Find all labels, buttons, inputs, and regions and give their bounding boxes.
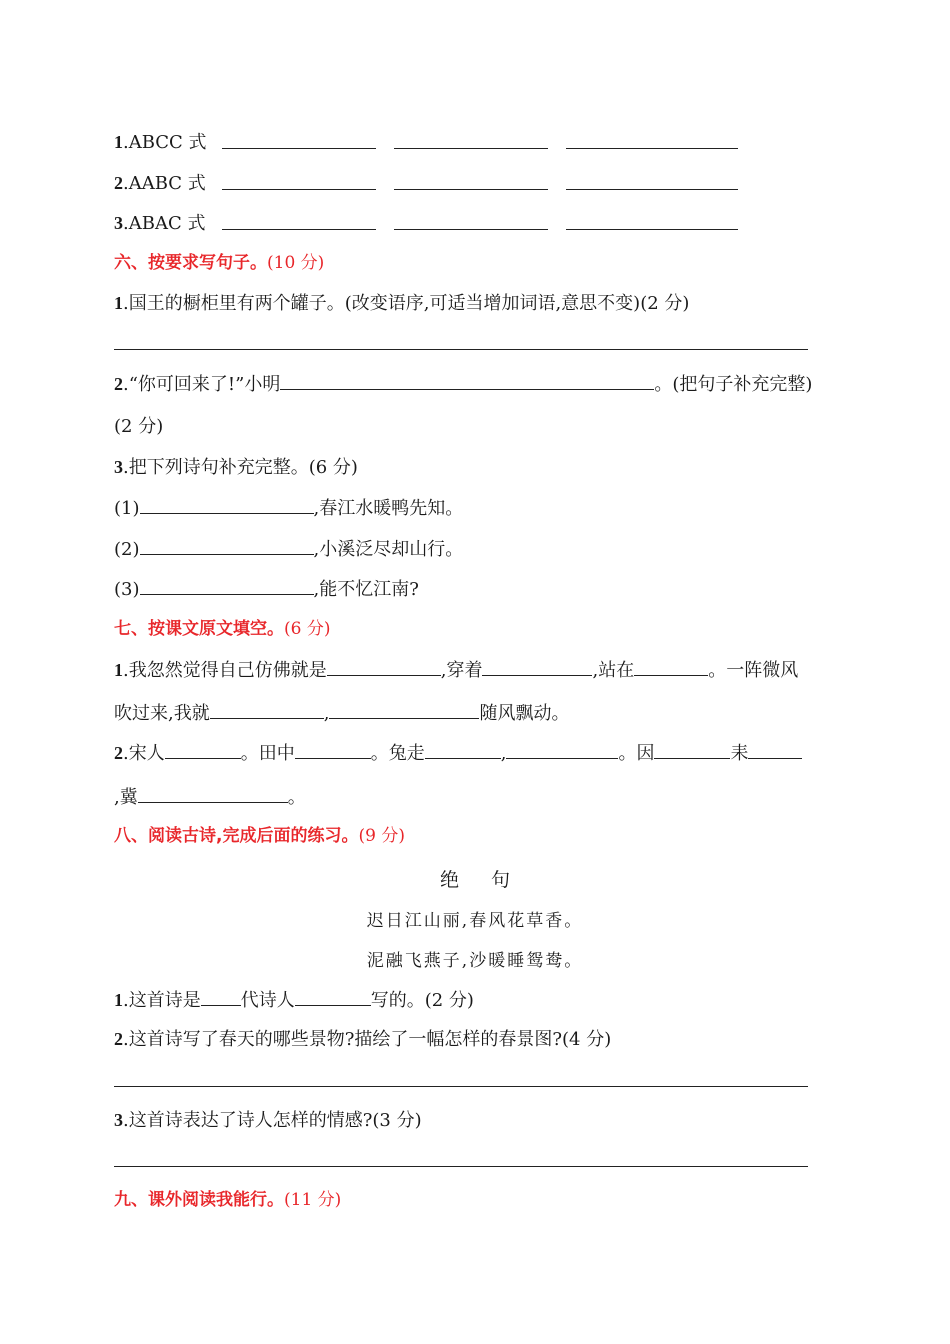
s6-q1: 1.国王的橱柜里有两个罐子。(改变语序,可适当增加词语,意思不变)(2 分) [114, 293, 690, 314]
poem-title: 绝 句 [439, 869, 511, 891]
aabc-row: 2.AABC 式 [114, 173, 206, 194]
poem-fill-1: (1) ,春江水暖鸭先知。 [114, 495, 463, 521]
s8-q2: 2.这首诗写了春天的哪些景物?描绘了一幅怎样的春景图?(4 分) [114, 1029, 612, 1050]
s7-q2-blank-5[interactable] [654, 740, 730, 759]
s6-q2-score: (2 分) [114, 416, 164, 437]
s8-q1-blank-poet[interactable] [295, 987, 371, 1006]
s7-q2-blank-3[interactable] [425, 740, 501, 759]
s8-q1: 1.这首诗是 代诗人 写的。(2 分) [114, 987, 474, 1013]
poem-line-1: 迟日江山丽,春风花草香。 [366, 911, 584, 931]
aabc-blank-1[interactable] [222, 189, 376, 190]
s7-q1-blank-2[interactable] [482, 657, 592, 676]
poem-line-2: 泥融飞燕子,沙暖睡鸳鸯。 [366, 951, 584, 971]
abac-blank-3[interactable] [566, 229, 738, 230]
s7-q1-line2: 吹过来,我就 , 随风飘动。 [114, 700, 569, 726]
abcc-row: 1.ABCC 式 [114, 132, 207, 153]
s7-q1-blank-4[interactable] [210, 700, 324, 719]
poem-fill-1-blank[interactable] [140, 495, 314, 514]
s8-q1-blank-dynasty[interactable] [201, 987, 241, 1006]
s8-q2-answer-line[interactable] [114, 1086, 808, 1087]
aabc-blank-3[interactable] [566, 189, 738, 190]
s7-q1-blank-1[interactable] [327, 657, 441, 676]
s7-q1-blank-3[interactable] [634, 657, 708, 676]
section-7-heading: 七、按课文原文填空。(6 分) [114, 619, 331, 639]
s7-q1-blank-5[interactable] [329, 700, 479, 719]
section-9-heading: 九、课外阅读我能行。(11 分) [114, 1190, 342, 1210]
section-8-heading: 八、阅读古诗,完成后面的练习。(9 分) [114, 826, 405, 846]
abac-blank-1[interactable] [222, 229, 376, 230]
abcc-blank-2[interactable] [394, 148, 548, 149]
s6-q3: 3.把下列诗句补充完整。(6 分) [114, 457, 358, 478]
s6-q2-blank[interactable] [280, 371, 654, 390]
s7-q2-blank-1[interactable] [165, 740, 241, 759]
aabc-blank-2[interactable] [394, 189, 548, 190]
s8-q3: 3.这首诗表达了诗人怎样的情感?(3 分) [114, 1110, 422, 1131]
s7-q2-line1: 2.宋人 。田中 。兔走 , 。因 耒 [114, 740, 802, 766]
poem-fill-2: (2) ,小溪泛尽却山行。 [114, 536, 463, 562]
s8-q3-answer-line[interactable] [114, 1166, 808, 1167]
s7-q2-line2: ,冀 。 [114, 784, 306, 810]
abac-row: 3.ABAC 式 [114, 213, 206, 234]
poem-fill-3-blank[interactable] [140, 576, 314, 595]
poem-fill-3: (3) ,能不忆江南? [114, 576, 419, 602]
poem-fill-2-blank[interactable] [140, 536, 314, 555]
s7-q2-blank-6[interactable] [748, 740, 802, 759]
section-6-heading: 六、按要求写句子。(10 分) [114, 253, 325, 273]
s6-q2: 2.“你可回来了!”小明 。(把句子补充完整) [114, 371, 812, 397]
abcc-blank-1[interactable] [222, 148, 376, 149]
abcc-blank-3[interactable] [566, 148, 738, 149]
s7-q2-blank-4[interactable] [506, 740, 618, 759]
s6-q1-answer-line[interactable] [114, 349, 808, 350]
s7-q2-blank-2[interactable] [295, 740, 371, 759]
s7-q2-blank-7[interactable] [138, 784, 288, 803]
s7-q1-line1: 1.我忽然觉得自己仿佛就是 ,穿着 ,站在 。一阵微风 [114, 657, 798, 683]
abac-blank-2[interactable] [394, 229, 548, 230]
